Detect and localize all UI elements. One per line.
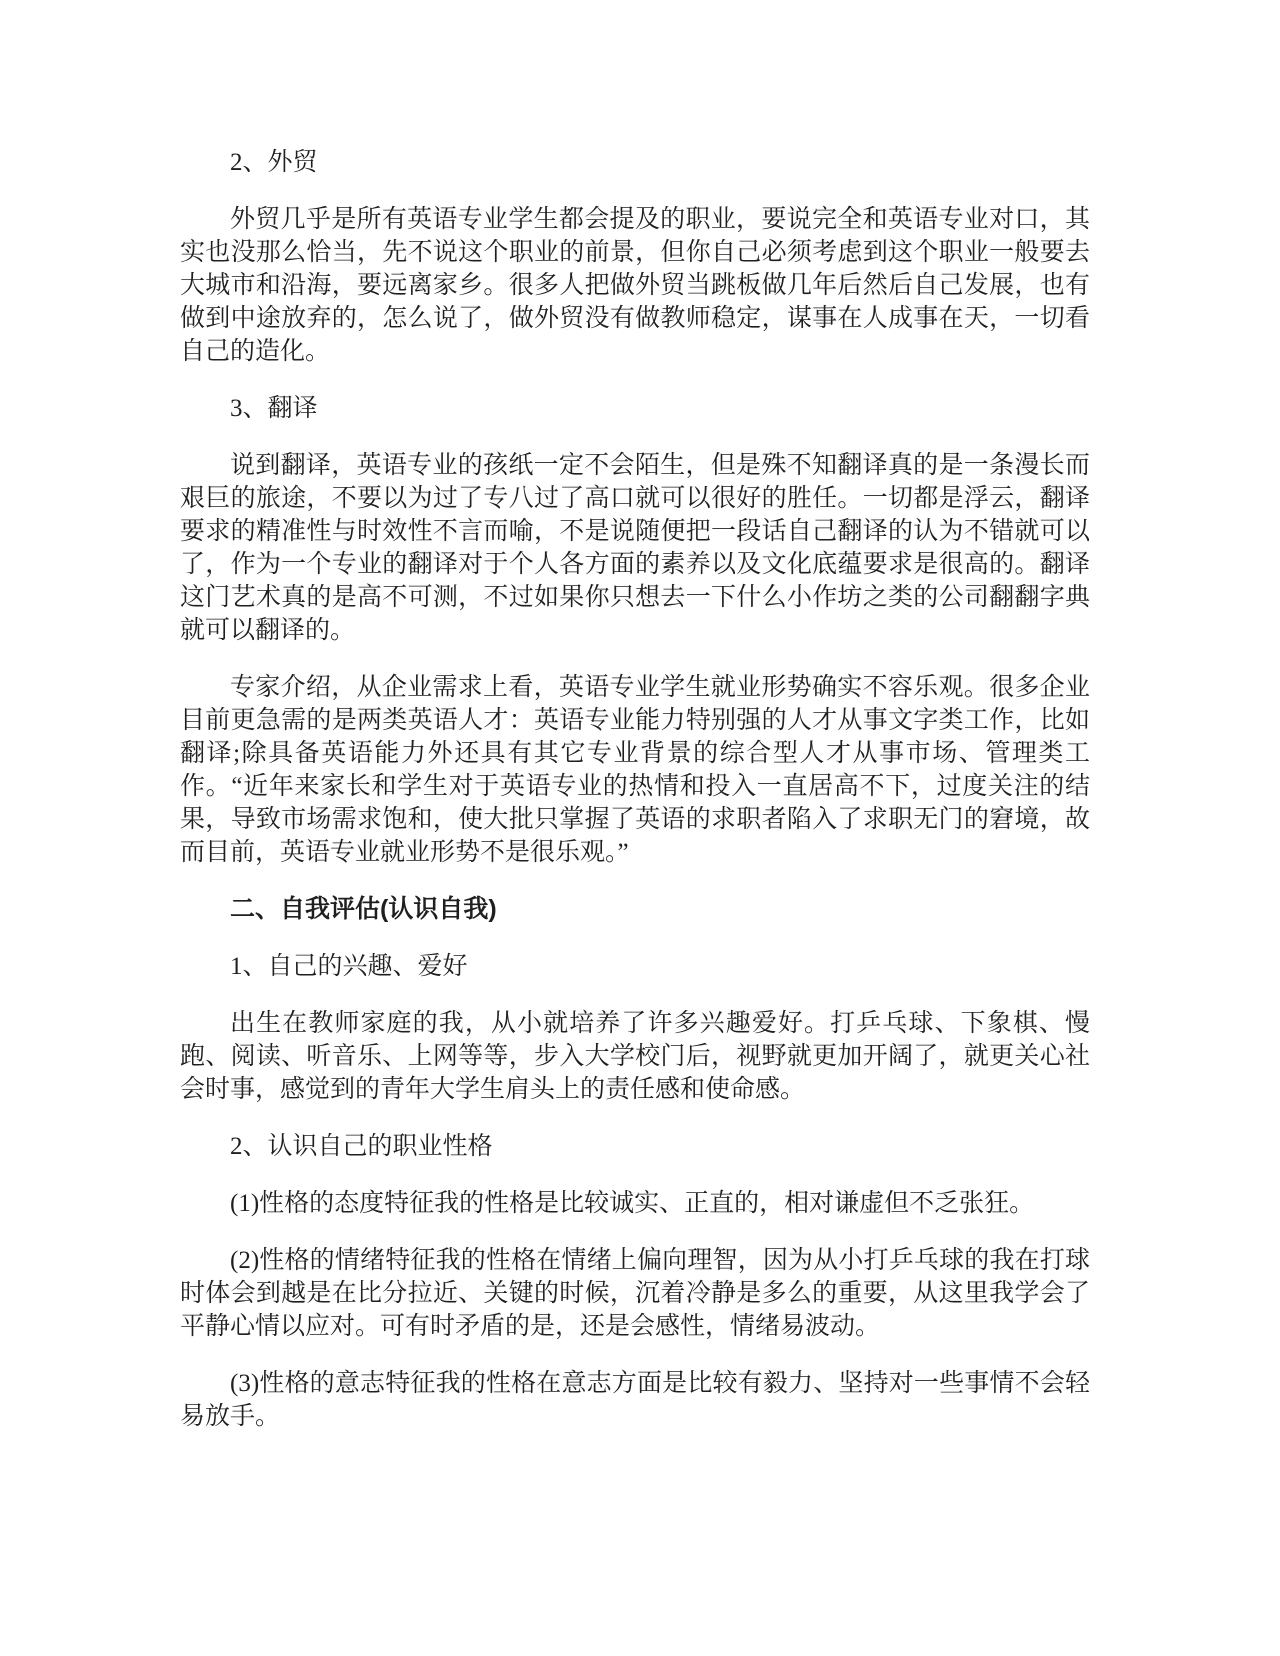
paragraph-expert-view: 专家介绍，从企业需求上看，英语专业学生就业形势确实不容乐观。很多企业目前更急需的是两类英语人才：英语专业能力特别强的人才从事文字类工作，比如翻译;除具备英语能力外还具有其它专业背景的综合型人才从事市场、管理类工作。“近年来家长和学生对于英语专业的热情和投入一直居高不下，过度关注的结果，导致市场需求饱和，使大批只掌握了英语的求职者陷入了求职无门的窘境，故而目前，英语专业就业形势不是很乐观。” [180,674,1090,866]
paragraph-interests-hobbies: 出生在教师家庭的我，从小就培养了许多兴趣爱好。打乒乓球、下象棋、慢跑、阅读、听音乐、上网等等，步入大学校门后，视野就更加开阔了，就更关心社会时事，感觉到的青年大学生肩头上的责任感和使命感。 [180,1010,1090,1103]
subheading-career-personality: 2、认识自己的职业性格 [230,1133,493,1160]
paragraph-emotion-traits: (2)性格的情绪特征我的性格在情绪上偏向理智，因为从小打乒乓球的我在打球时体会到越是在比分拉近、关键的时候，沉着冷静是多么的重要，从这里我学会了平静心情以应对。可有时矛盾的是，还是会感性，情绪易波动。 [180,1247,1090,1340]
paragraph-translation: 说到翻译，英语专业的孩纸一定不会陌生，但是殊不知翻译真的是一条漫长而艰巨的旅途，不要以为过了专八过了高口就可以很好的胜任。一切都是浮云，翻译要求的精准性与时效性不言而喻，不是说随便把一段话自己翻译的认为不错就可以了，作为一个专业的翻译对于个人各方面的素养以及文化底蕴要求是很高的。翻译这门艺术真的是高不可测，不过如果你只想去一下什么小作坊之类的公司翻翻字典就可以翻译的。 [180,452,1090,644]
subheading-translation: 3、翻译 [230,395,318,422]
subheading-interests-hobbies: 1、自己的兴趣、爱好 [230,953,468,980]
paragraph-will-traits: (3)性格的意志特征我的性格在意志方面是比较有毅力、坚持对一些事情不会轻易放手。 [180,1370,1090,1430]
heading-self-assessment: 二、自我评估(认识自我) [230,895,497,923]
paragraph-attitude-traits: (1)性格的态度特征我的性格是比较诚实、正直的，相对谦虚但不乏张狂。 [230,1190,1035,1217]
paragraph-foreign-trade: 外贸几乎是所有英语专业学生都会提及的职业，要说完全和英语专业对口，其实也没那么恰当，先不说这个职业的前景，但你自己必须考虑到这个职业一般要去大城市和沿海，要远离家乡。很多人把做外贸当跳板做几年后然后自己发展，也有做到中途放弃的，怎么说了，做外贸没有做教师稳定，谋事在人成事在天，一切看自己的造化。 [180,206,1090,365]
subheading-foreign-trade: 2、外贸 [230,149,318,176]
